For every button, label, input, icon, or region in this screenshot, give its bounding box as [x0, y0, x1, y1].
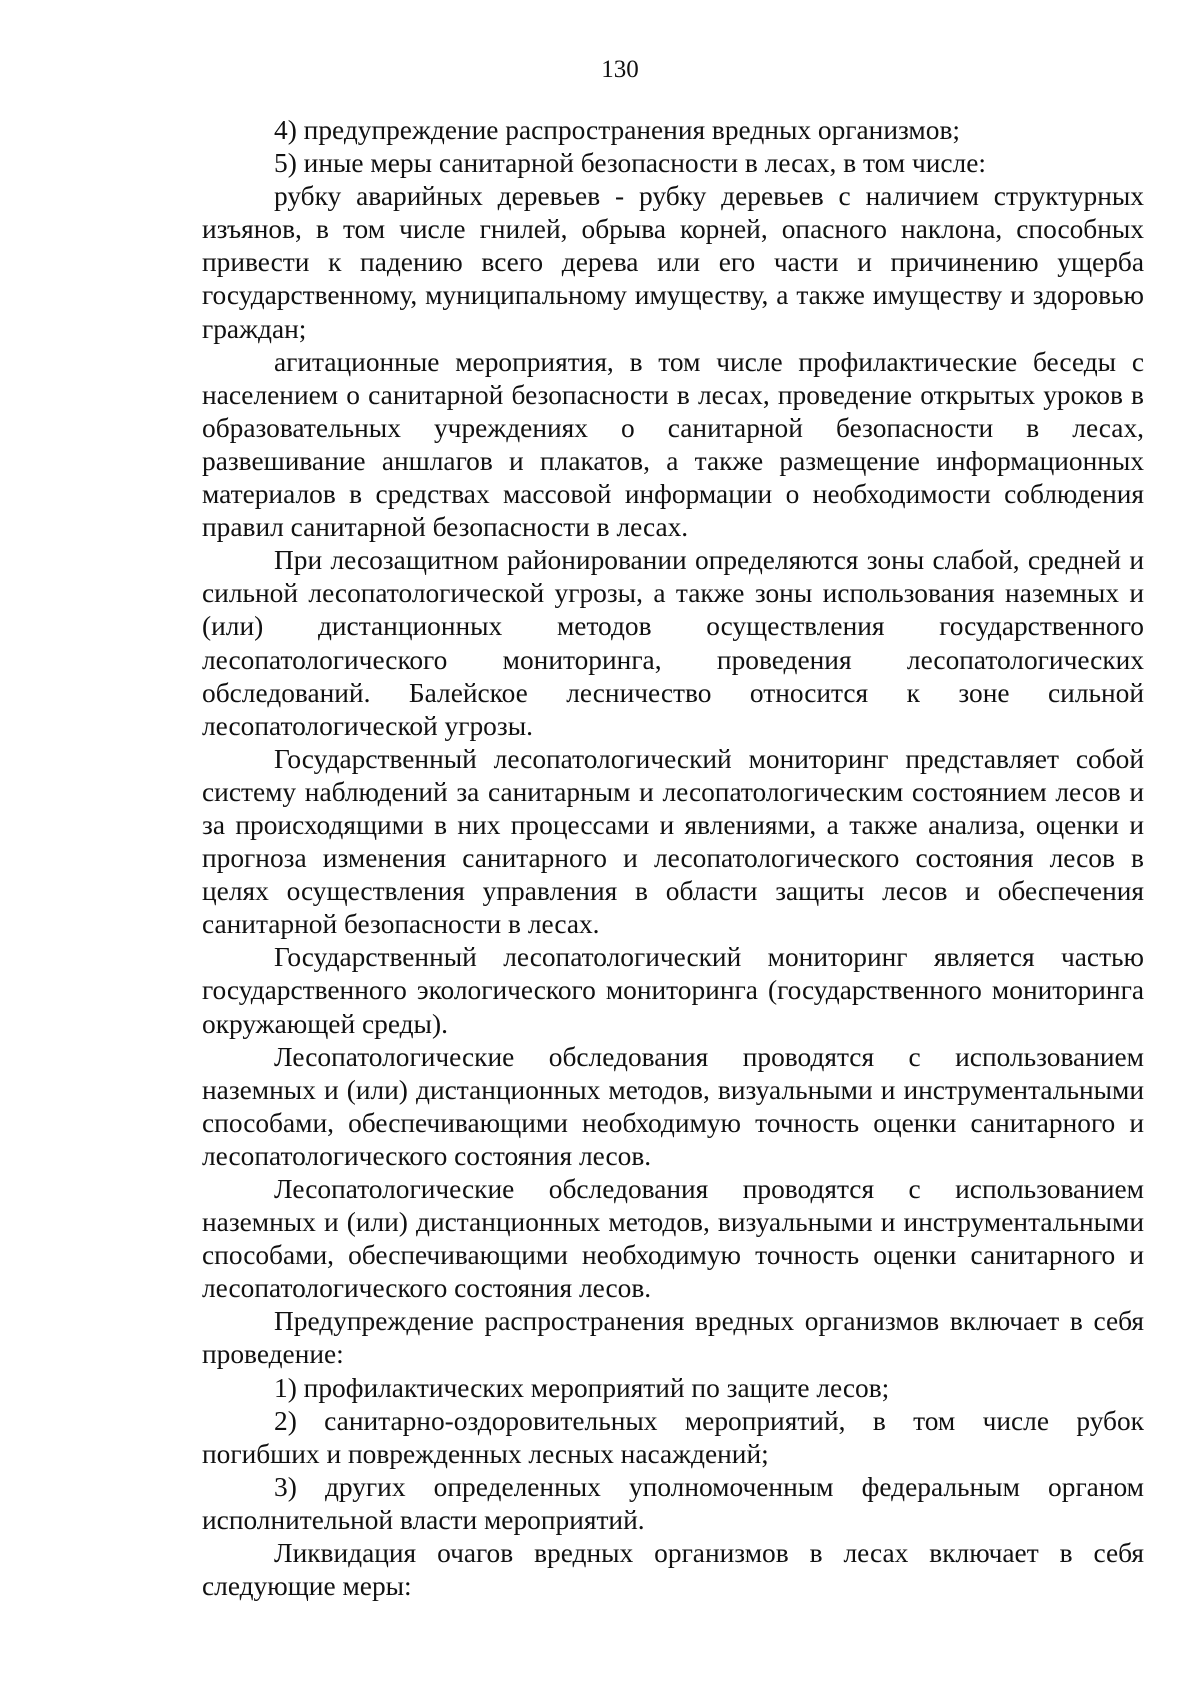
- paragraph: Государственный лесопатологический мониторинг является частью государственного экологического мониторинга (государственного мониторинга окружающей среды).: [202, 942, 1144, 1039]
- paragraph: 4) предупреждение распространения вредных организмов;: [274, 115, 960, 145]
- paragraph: Предупреждение распространения вредных организмов включает в себя проведение:: [202, 1306, 1144, 1370]
- paragraph: При лесозащитном районировании определяются зоны слабой, средней и сильной лесопатологической угрозы, а также зоны использования наземных и (или) дистанционных методов осуществления государственного лесопатологического мониторинга, проведения лесопатологических обследований. Балейское лесничество относится к зоне сильной лесопатологической угрозы.: [202, 545, 1144, 741]
- page-number: 130: [601, 56, 639, 83]
- paragraph: Лесопатологические обследования проводятся с использованием наземных и (или) дистанционных методов, визуальными и инструментальными способами, обеспечивающими необходимую точность оценки санитарного и лесопатологического состояния лесов.: [202, 1041, 1144, 1171]
- paragraph: рубку аварийных деревьев - рубку деревьев с наличием структурных изъянов, в том числе гнилей, обрыва корней, опасного наклона, способных привести к падению всего дерева или его части и причинению ущерба государственному, муниципальному имуществу, а также имуществу и здоровью граждан;: [202, 181, 1144, 344]
- paragraph: Ликвидация очагов вредных организмов в лесах включает в себя следующие меры:: [202, 1538, 1144, 1602]
- document-body: [202, 114, 1144, 1603]
- paragraph: агитационные мероприятия, в том числе профилактические беседы с населением о санитарной безопасности в лесах, проведение открытых уроков в образовательных учреждениях о санитарной безопасности в лесах, развешивание аншлагов и плакатов, а также размещение информационных материалов в средствах массовой информации о необходимости соблюдения правил санитарной безопасности в лесах.: [202, 346, 1144, 543]
- paragraph: 1) профилактических мероприятий по защите лесов;: [274, 1372, 890, 1403]
- paragraph: 5) иные меры санитарной безопасности в лесах, в том числе:: [274, 148, 986, 179]
- paragraph: 2) санитарно-оздоровительных мероприятий, в том числе рубок погибших и поврежденных лесных насаждений;: [202, 1405, 1144, 1469]
- paragraph: Государственный лесопатологический мониторинг представляет собой систему наблюдений за санитарным и лесопатологическим состоянием лесов и за происходящими в них процессами и явлениями, а также анализа, оценки и прогноза изменения санитарного и лесопатологического состояния лесов в целях осуществления управления в области защиты лесов и обеспечения санитарной безопасности в лесах.: [202, 743, 1144, 940]
- paragraph: 3) других определенных уполномоченным федеральным органом исполнительной власти мероприятий.: [202, 1471, 1144, 1535]
- paragraph: Лесопатологические обследования проводятся с использованием наземных и (или) дистанционных методов, визуальными и инструментальными способами, обеспечивающими необходимую точность оценки санитарного и лесопатологического состояния лесов.: [202, 1174, 1144, 1304]
